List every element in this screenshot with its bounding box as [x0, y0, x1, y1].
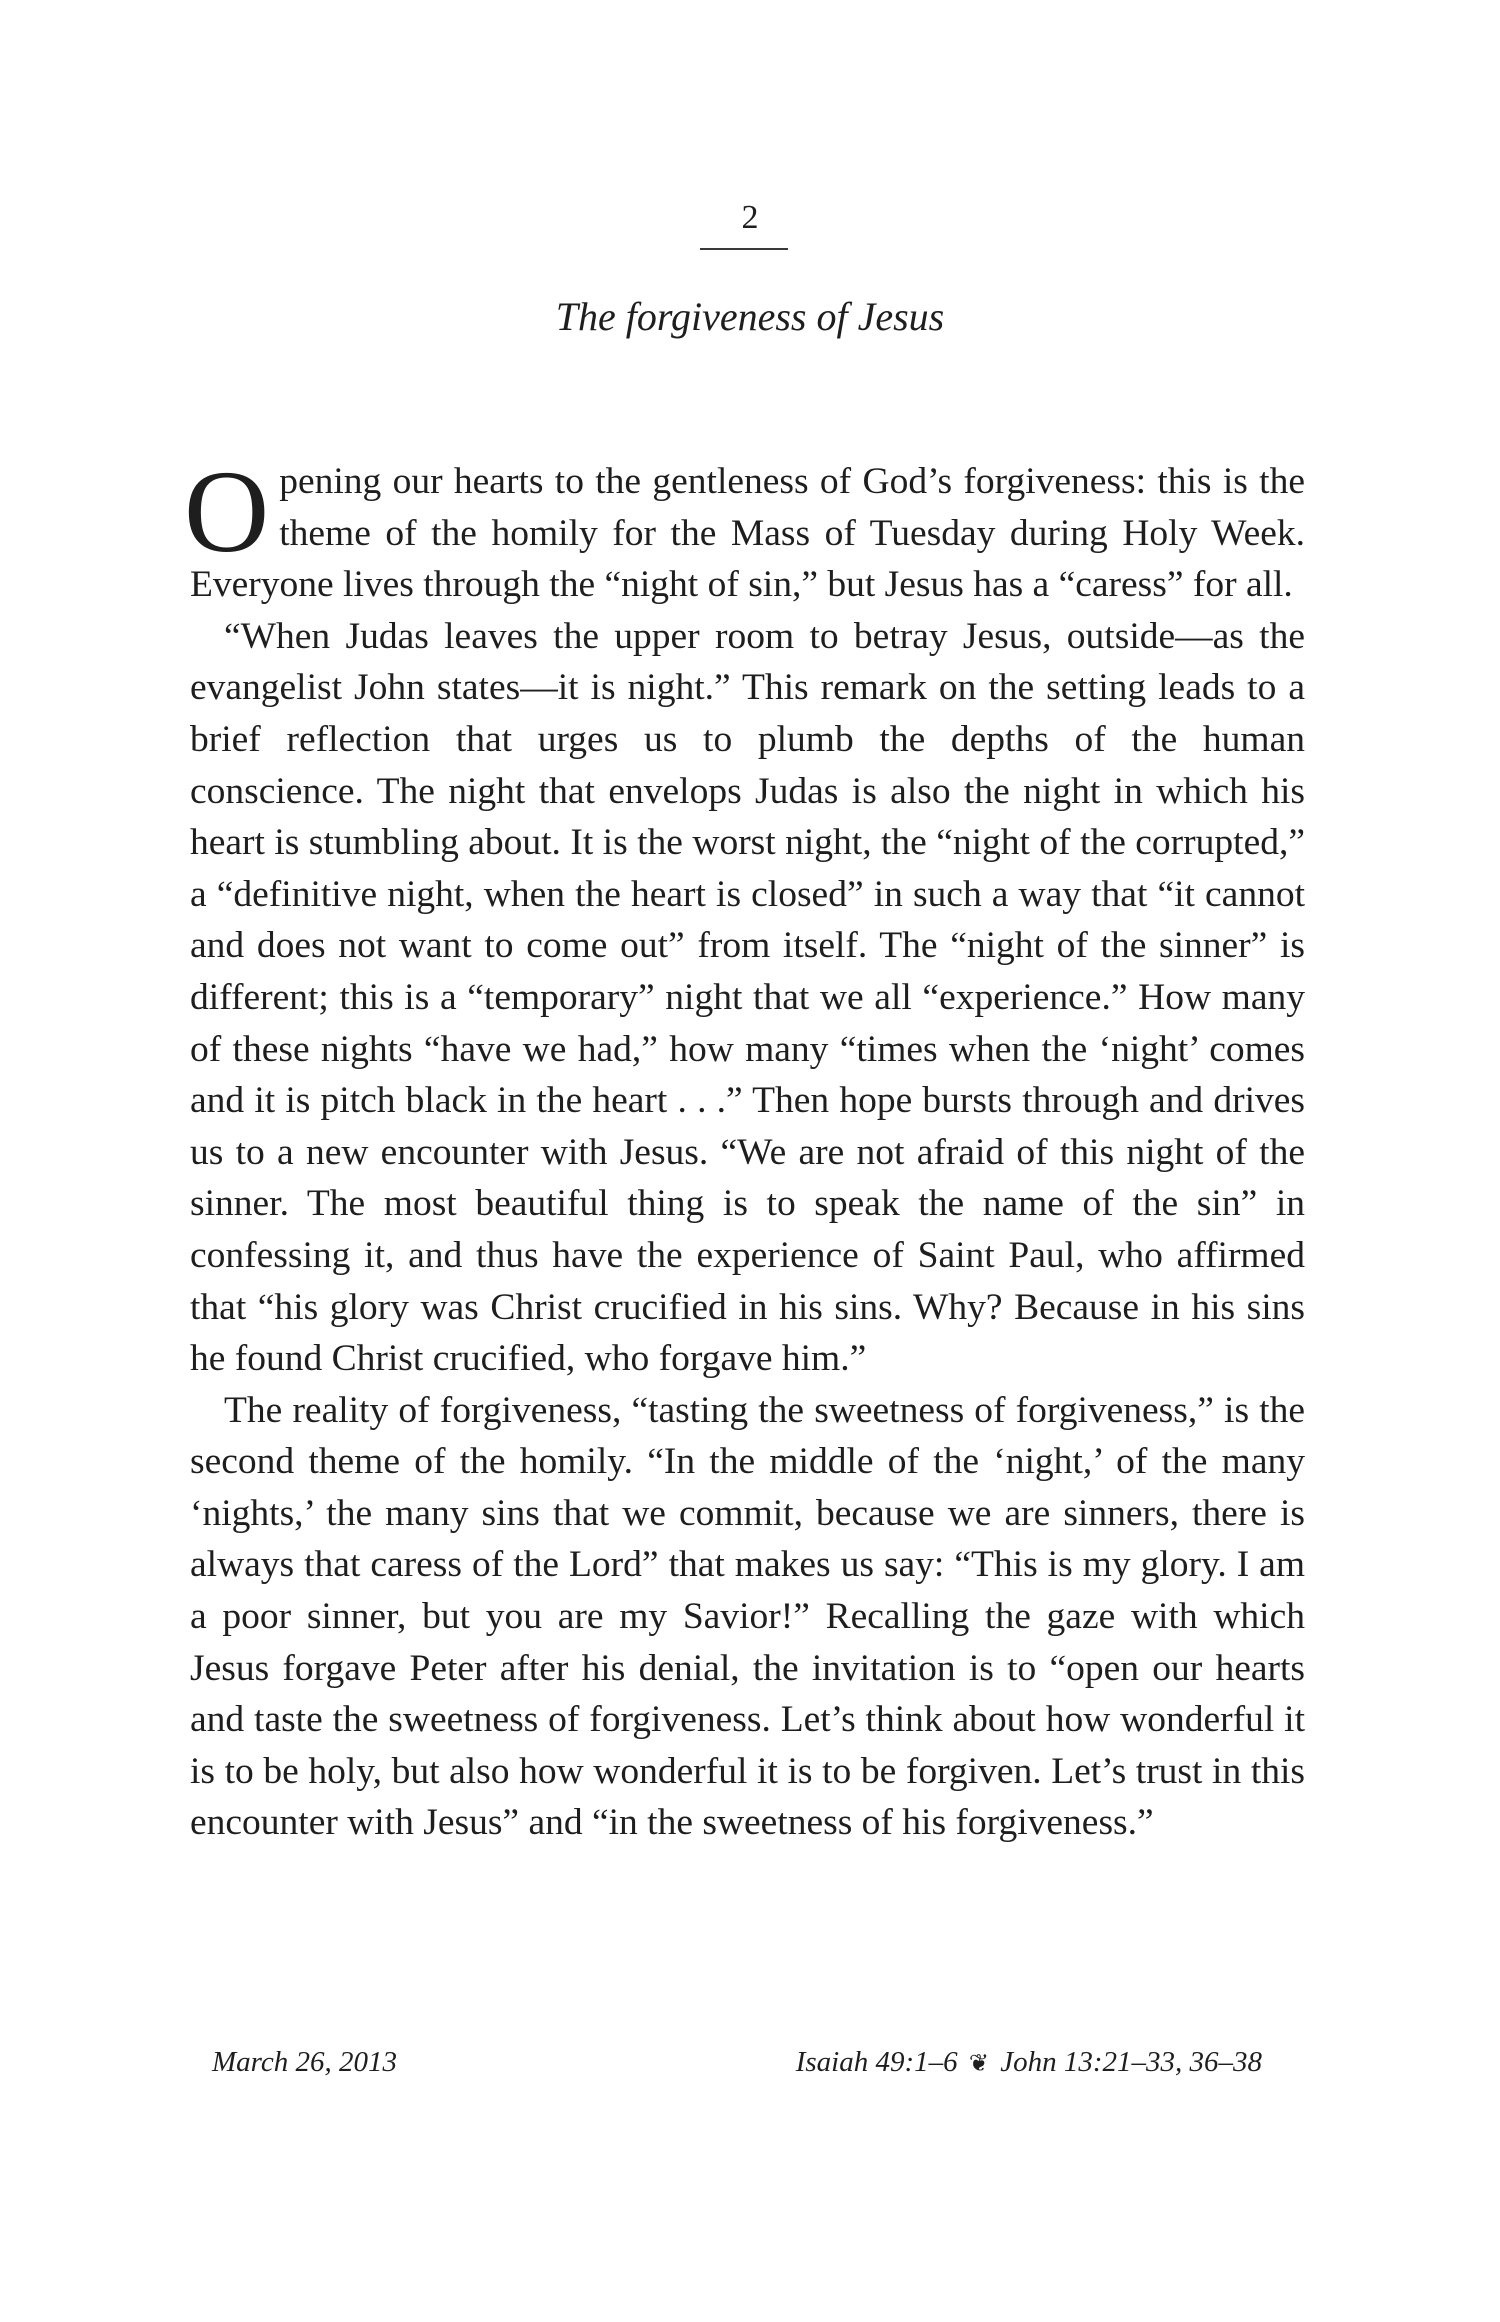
reading-1: Isaiah 49:1–6: [795, 2046, 958, 2078]
drop-cap: O: [184, 446, 270, 577]
chapter-title: The forgiveness of Jesus: [555, 294, 945, 339]
paragraph-1-text: pening our hearts to the gentleness of God’s forgiveness: this is the theme of the homily for the Mass of Tuesday during Holy Week. Everyone lives through the “night of sin,” but Jesus has a “caress” for all.: [190, 461, 1305, 606]
reading-2: John 13:21–33, 36–38: [1000, 2046, 1262, 2078]
paragraph-1: [184, 446, 1305, 611]
chapter-rule: [700, 248, 788, 250]
homily-date: March 26, 2013: [212, 2046, 397, 2078]
scripture-references: [796, 2044, 1262, 2082]
paragraph-2: “When Judas leaves the upper room to betray Jesus, outside—as the evangelist John states—it is night.” This remark on the setting leads to a brief reflection that urges us to plumb the depths of the human conscience. The night that envelops Judas is also the night in which his heart is stumbling about. It is the worst night, the “night of the corrupted,” a “definitive night, when the heart is closed” in such a way that “it cannot and does not want to come out” from itself. The “night of the sinner” is different; this is a “temporary” night that we all “experience.” How many of these nights “have we had,” how many “times when the ‘night’ comes and it is pitch black in the heart . . .” Then hope bursts through and drives us to a new encounter with Jesus. “We are not afraid of this night of the sinner. The most beautiful thing is to speak the name of the sin” in confessing it, and thus have the experience of Saint Paul, who affirmed that “his glory was Christ crucified in his sins. Why? Because in his sins he found Christ crucified, who forgave him.”: [190, 615, 1305, 1380]
fleuron-icon: ❦: [968, 2051, 989, 2077]
paragraph-3: The reality of forgiveness, “tasting the sweetness of forgiveness,” is the second theme of the homily. “In the middle of the ‘night,’ of the many ‘nights,’ the many sins that we commit, because we are sinners, there is always that caress of the Lord” that makes us say: “This is my glory. I am a poor sinner, but you are my Savior!” Recalling the gaze with which Jesus forgave Peter after his denial, the invitation is to “open our hearts and taste the sweetness of forgiveness. Let’s think about how wonderful it is to be holy, but also how wonderful it is to be forgiven. Let’s trust in this encounter with Jesus” and “in the sweetness of his forgiveness.”: [190, 1389, 1305, 1844]
chapter-number: 2: [741, 199, 759, 236]
body-text: [184, 446, 1305, 1849]
